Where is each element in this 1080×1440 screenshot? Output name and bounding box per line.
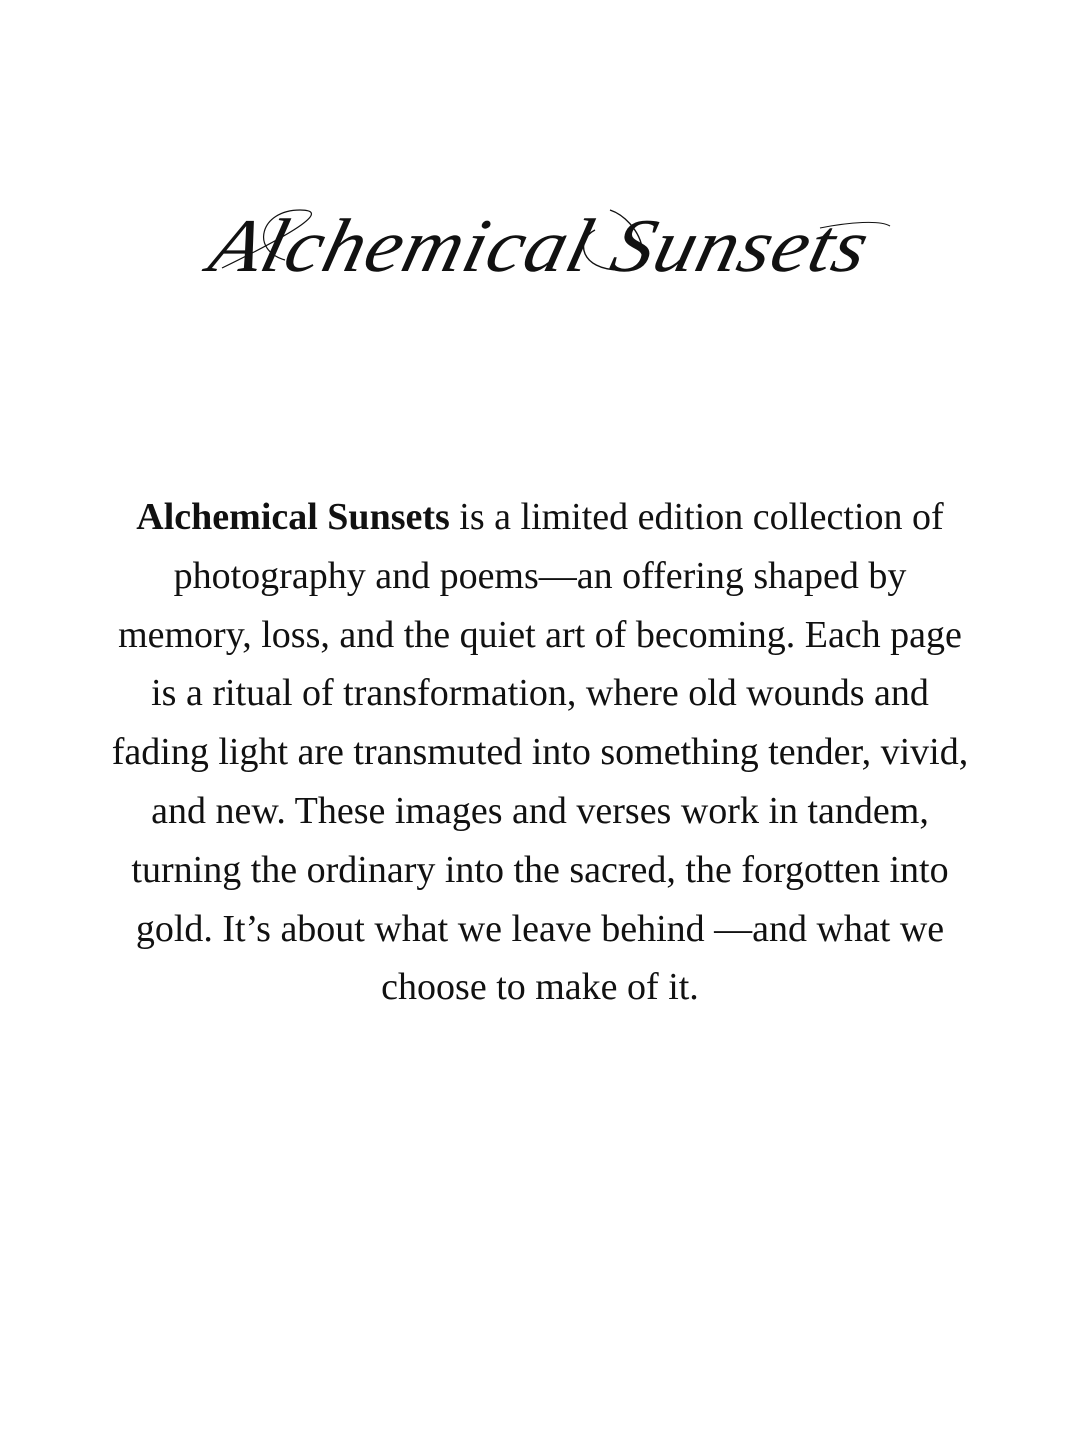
intro-paragraph [108, 488, 972, 1017]
document-title: Alchemical Sunsets [201, 204, 879, 288]
intro-body: is a limited edition collection of photography and poems—an offering shaped by memory, loss, and the quiet art of becoming. Each page is a ritual of transformation, where old wounds and fading light are transmuted into something tender, vivid, and new. These images and verses work in tandem, turning the ordinary into the sacred, the forgotten into gold. It’s about what we leave behind —and what we choose to make of it. [111, 496, 969, 1009]
intro-bold-title: Alchemical Sunsets [136, 496, 450, 538]
title-block [0, 170, 1080, 300]
